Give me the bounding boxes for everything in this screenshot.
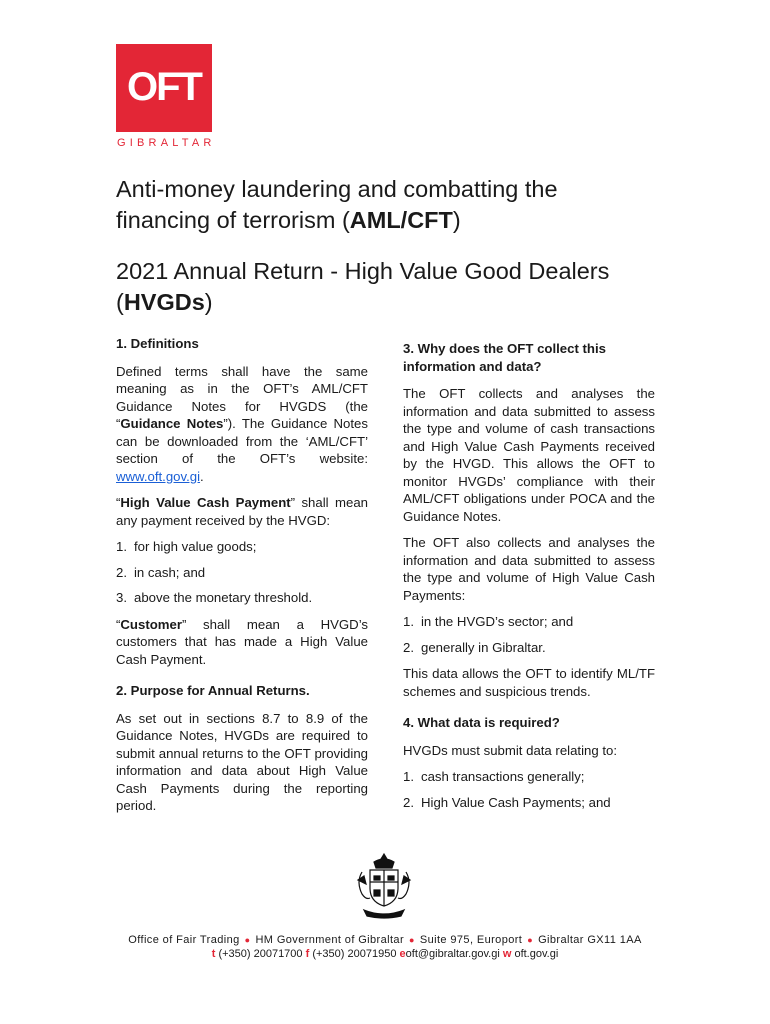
list-item: 2. generally in Gibraltar. (403, 639, 546, 655)
email-address[interactable]: oft@gibraltar.gov.gi (405, 948, 500, 960)
logo-subtitle: GIBRALTAR (117, 137, 216, 149)
website-address[interactable]: oft.gov.gi (514, 948, 559, 960)
list-item: 3. above the monetary threshold. (116, 590, 313, 605)
section-definitions-title: 1. Definitions (116, 336, 199, 351)
telephone-number: (+350) 20071700 (218, 948, 303, 960)
oft-logo (116, 44, 212, 132)
document-subtitle: 2021 Annual Return - High Value Good Dealers (HVGDs) (116, 258, 610, 315)
definitions-paragraph-1: Defined terms shall have the same meaning as in the OFT’s AML/CFT Guidance Notes for HVGDS (the “Guidance Notes”). The Guidance Notes can be downloaded from the ‘AML/CFT’ section of the OFT’s website: www.oft.gov.gi. (116, 363, 368, 484)
list-item: 1. for high value goods; (116, 539, 257, 554)
right-column (403, 340, 655, 820)
why-paragraph-3: This data allows the OFT to identify ML/TF schemes and suspicious trends. (403, 666, 655, 699)
list-item: 1. cash transactions generally; (403, 769, 585, 784)
logo-text: OFT (127, 65, 201, 109)
data-required-paragraph: HVGDs must submit data relating to: (403, 742, 618, 758)
section-data-required-title: 4. What data is required? (403, 715, 560, 730)
data-required-list (403, 768, 655, 811)
list-item: 2. in cash; and (116, 564, 206, 580)
purpose-paragraph: As set out in sections 8.7 to 8.9 of the Guidance Notes, HVGDs are required to submit annual returns to the OFT providing information and data about High Value Cash Payments during the reporting period. (116, 710, 368, 813)
why-paragraph-1: The OFT collects and analyses the information and data submitted to assess the type and volume of cash transactions and High Value Cash Payments received by the HVGD. This allows the OFT to monitor HVGDs’ compliance with their AML/CFT obligations under POCA and the Guidance Notes. (403, 386, 655, 524)
document-title: Anti-money laundering and combatting the financing of terrorism (AML/CFT) (116, 176, 558, 233)
definitions-paragraph-2: “High Value Cash Payment” shall mean any payment received by the HVGD: (116, 495, 368, 528)
footer-contacts: t (+350) 20071700 f (+350) 20071950 eoft@gibraltar.gov.gi w oft.gov.gi (211, 948, 559, 960)
section-purpose-title: 2. Purpose for Annual Returns. (116, 683, 310, 698)
definitions-list (116, 538, 368, 607)
gibraltar-crest-icon (352, 850, 416, 920)
website-link[interactable]: www.oft.gov.gi (116, 468, 201, 484)
why-list (403, 613, 655, 656)
fax-number: (+350) 20071950 (312, 948, 397, 960)
why-paragraph-2: The OFT also collects and analyses the information and data submitted to assess the type and volume of High Value Cash Payments: (403, 535, 655, 603)
section-why-title: 3. Why does the OFT collect this information and data? (403, 341, 606, 374)
footer-address: Office of Fair Trading ● HM Government of Gibraltar ● Suite 975, Europort ● Gibraltar GX11 1AA (128, 934, 642, 946)
left-column (116, 335, 368, 824)
definitions-paragraph-3: “Customer” shall mean a HVGD’s customers that has made a High Value Cash Payment. (116, 616, 368, 667)
list-item: 1. in the HVGD’s sector; and (403, 614, 574, 629)
list-item: 2. High Value Cash Payments; and (403, 794, 611, 810)
